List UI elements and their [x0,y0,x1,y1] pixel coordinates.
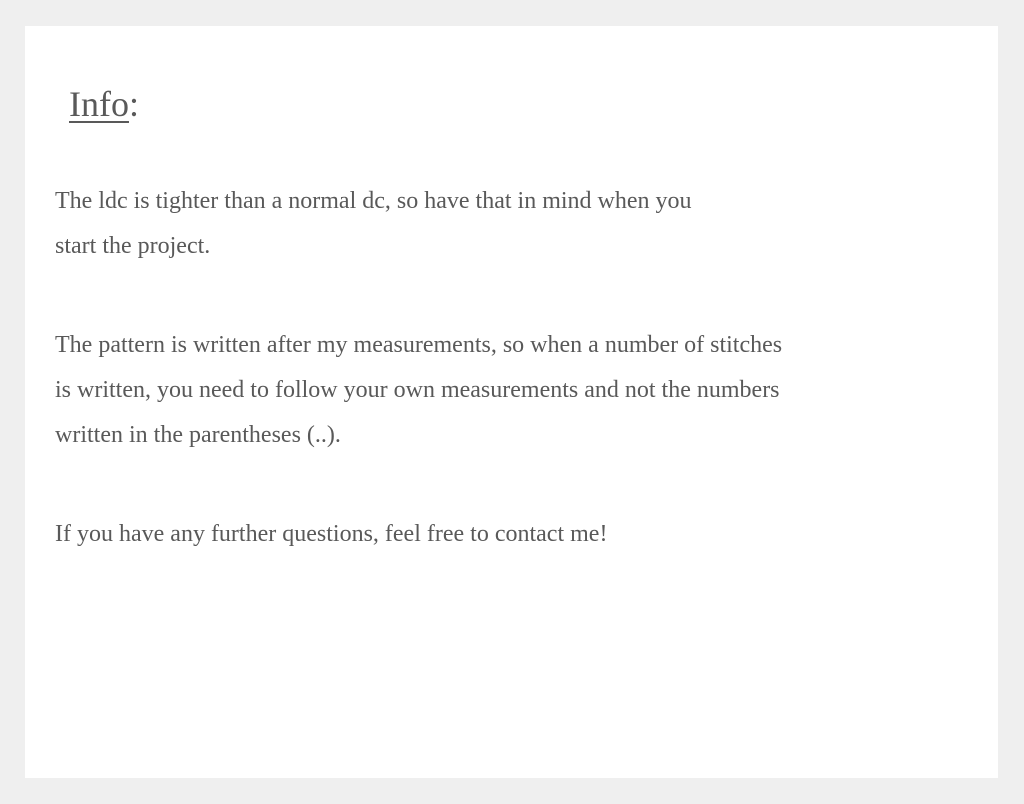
measurements-paragraph [55,323,935,458]
contact-paragraph [55,512,935,557]
measurements-line-3: written in the parentheses (..). [55,422,341,448]
tightness-line-1: The ldc is tighter than a normal dc, so have that in mind when you [55,188,692,214]
contact-line-1: If you have any further questions, feel free to contact me! [55,521,608,547]
info-heading-colon: : [128,84,139,124]
measurements-line-2: is written, you need to follow your own measurements and not the numbers [55,377,780,403]
content-card [25,26,998,778]
info-heading [69,82,139,126]
tightness-line-2: start the project. [55,233,211,259]
info-heading-word: Info [69,84,129,124]
tightness-paragraph [55,179,935,269]
measurements-line-1: The pattern is written after my measurements, so when a number of stitches [55,332,783,358]
